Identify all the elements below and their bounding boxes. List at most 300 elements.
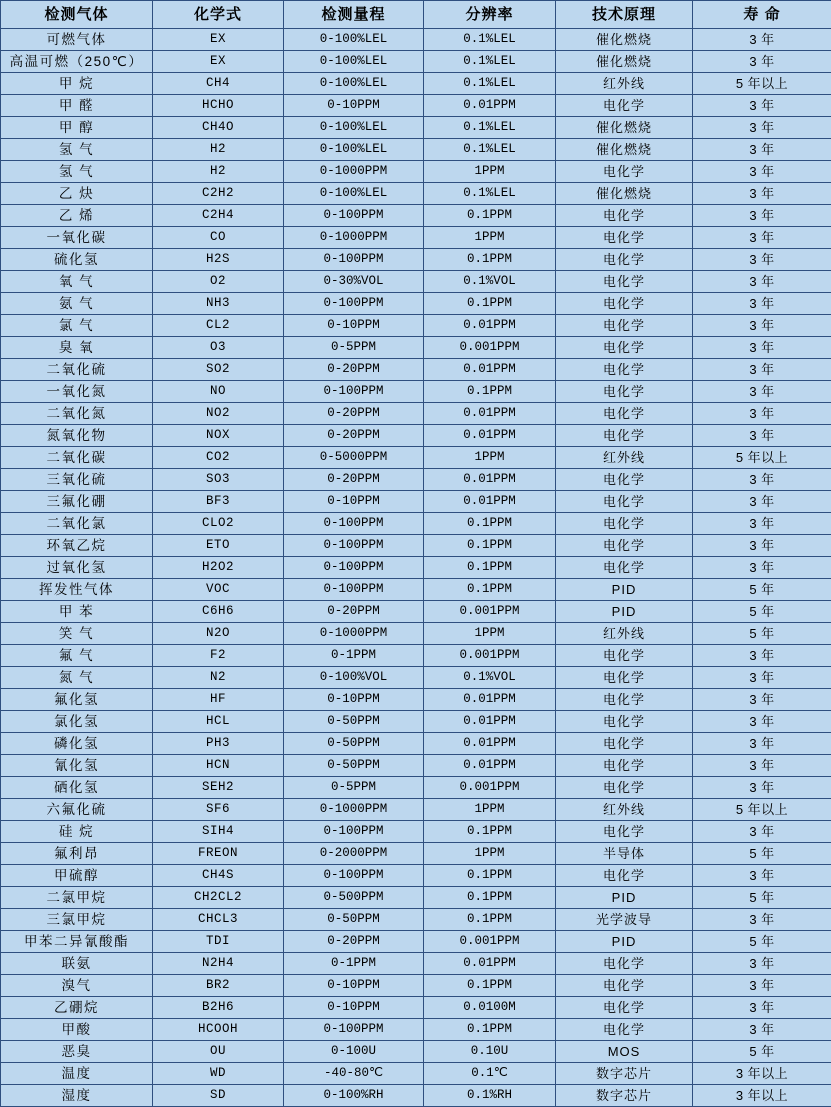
cell-formula: C2H2 — [153, 183, 284, 205]
cell-formula: HCOOH — [153, 1019, 284, 1041]
cell-lifetime: 3 年 — [693, 821, 831, 843]
cell-range: 0-20PPM — [284, 425, 424, 447]
cell-formula: CHCL3 — [153, 909, 284, 931]
cell-range: 0-50PPM — [284, 909, 424, 931]
cell-lifetime: 5 年以上 — [693, 447, 831, 469]
cell-gas: 三氯甲烷 — [1, 909, 153, 931]
cell-lifetime: 3 年 — [693, 777, 831, 799]
cell-resolution: 0.001PPM — [424, 337, 556, 359]
cell-formula: CO2 — [153, 447, 284, 469]
cell-principle: 电化学 — [556, 1019, 693, 1041]
cell-gas: 笑 气 — [1, 623, 153, 645]
cell-range: 0-50PPM — [284, 711, 424, 733]
cell-range: 0-100PPM — [284, 381, 424, 403]
cell-formula: H2S — [153, 249, 284, 271]
table-row — [1, 975, 831, 997]
cell-formula: NH3 — [153, 293, 284, 315]
cell-formula: SO2 — [153, 359, 284, 381]
cell-range: 0-100PPM — [284, 865, 424, 887]
cell-principle: 电化学 — [556, 777, 693, 799]
cell-range: 0-500PPM — [284, 887, 424, 909]
cell-formula: O3 — [153, 337, 284, 359]
cell-principle: 电化学 — [556, 953, 693, 975]
cell-principle: 数字芯片 — [556, 1063, 693, 1085]
table-row — [1, 1063, 831, 1085]
table-row — [1, 73, 831, 95]
cell-principle: 电化学 — [556, 161, 693, 183]
cell-range: 0-50PPM — [284, 733, 424, 755]
table-row — [1, 51, 831, 73]
table-row — [1, 29, 831, 51]
cell-gas: 二氧化碳 — [1, 447, 153, 469]
cell-gas: 乙硼烷 — [1, 997, 153, 1019]
cell-gas: 湿度 — [1, 1085, 153, 1107]
column-header-gas: 检测气体 — [1, 1, 153, 29]
cell-resolution: 0.1PPM — [424, 557, 556, 579]
cell-resolution: 0.1%VOL — [424, 667, 556, 689]
cell-range: 0-100%LEL — [284, 139, 424, 161]
table-row — [1, 1019, 831, 1041]
cell-resolution: 0.1PPM — [424, 1019, 556, 1041]
cell-resolution: 0.1PPM — [424, 975, 556, 997]
cell-resolution: 0.01PPM — [424, 425, 556, 447]
cell-range: 0-100PPM — [284, 249, 424, 271]
table-row — [1, 161, 831, 183]
cell-lifetime: 3 年 — [693, 645, 831, 667]
cell-formula: EX — [153, 29, 284, 51]
cell-lifetime: 3 年 — [693, 711, 831, 733]
cell-resolution: 0.1PPM — [424, 249, 556, 271]
cell-range: 0-100%RH — [284, 1085, 424, 1107]
cell-principle: 电化学 — [556, 733, 693, 755]
cell-lifetime: 3 年 — [693, 425, 831, 447]
cell-formula: SD — [153, 1085, 284, 1107]
column-header-resolution: 分辨率 — [424, 1, 556, 29]
cell-principle: 红外线 — [556, 799, 693, 821]
table-header — [1, 1, 831, 29]
cell-gas: 硒化氢 — [1, 777, 153, 799]
cell-formula: CH4S — [153, 865, 284, 887]
cell-gas: 一氧化碳 — [1, 227, 153, 249]
cell-resolution: 0.1%LEL — [424, 139, 556, 161]
cell-formula: C2H4 — [153, 205, 284, 227]
cell-lifetime: 3 年 — [693, 733, 831, 755]
cell-resolution: 0.1%VOL — [424, 271, 556, 293]
cell-principle: 电化学 — [556, 997, 693, 1019]
cell-resolution: 0.1PPM — [424, 535, 556, 557]
table-row — [1, 447, 831, 469]
cell-gas: 甲苯二异氰酸酯 — [1, 931, 153, 953]
cell-principle: 电化学 — [556, 821, 693, 843]
cell-range: 0-100PPM — [284, 1019, 424, 1041]
cell-gas: 过氧化氢 — [1, 557, 153, 579]
table-row — [1, 799, 831, 821]
cell-range: 0-5PPM — [284, 777, 424, 799]
cell-lifetime: 3 年 — [693, 205, 831, 227]
cell-principle: 电化学 — [556, 293, 693, 315]
table-row — [1, 513, 831, 535]
cell-principle: 电化学 — [556, 337, 693, 359]
cell-resolution: 0.1PPM — [424, 821, 556, 843]
cell-lifetime: 3 年 — [693, 689, 831, 711]
cell-lifetime: 3 年 — [693, 975, 831, 997]
cell-resolution: 0.01PPM — [424, 689, 556, 711]
cell-lifetime: 3 年 — [693, 293, 831, 315]
cell-lifetime: 3 年 — [693, 403, 831, 425]
cell-formula: BR2 — [153, 975, 284, 997]
cell-gas: 氯 气 — [1, 315, 153, 337]
cell-gas: 高温可燃（250℃） — [1, 51, 153, 73]
cell-resolution: 0.001PPM — [424, 777, 556, 799]
cell-resolution: 0.1PPM — [424, 513, 556, 535]
cell-lifetime: 3 年 — [693, 359, 831, 381]
cell-lifetime: 5 年 — [693, 931, 831, 953]
cell-gas: 二氧化氮 — [1, 403, 153, 425]
table-row — [1, 205, 831, 227]
table-row — [1, 271, 831, 293]
table-row — [1, 403, 831, 425]
table-row — [1, 249, 831, 271]
cell-gas: 乙 烯 — [1, 205, 153, 227]
cell-formula: N2O — [153, 623, 284, 645]
cell-range: 0-100PPM — [284, 205, 424, 227]
column-header-formula: 化学式 — [153, 1, 284, 29]
cell-formula: EX — [153, 51, 284, 73]
cell-gas: 温度 — [1, 1063, 153, 1085]
cell-formula: VOC — [153, 579, 284, 601]
cell-range: 0-5000PPM — [284, 447, 424, 469]
cell-lifetime: 5 年 — [693, 1041, 831, 1063]
cell-principle: 电化学 — [556, 689, 693, 711]
cell-range: 0-100PPM — [284, 535, 424, 557]
cell-lifetime: 5 年以上 — [693, 799, 831, 821]
cell-principle: 电化学 — [556, 975, 693, 997]
cell-lifetime: 3 年 — [693, 51, 831, 73]
cell-lifetime: 3 年 — [693, 513, 831, 535]
cell-range: 0-100PPM — [284, 513, 424, 535]
cell-lifetime: 3 年 — [693, 271, 831, 293]
table-row — [1, 865, 831, 887]
cell-formula: B2H6 — [153, 997, 284, 1019]
cell-principle: 电化学 — [556, 205, 693, 227]
table-row — [1, 1085, 831, 1107]
cell-gas: 氢 气 — [1, 139, 153, 161]
cell-resolution: 1PPM — [424, 843, 556, 865]
cell-principle: PID — [556, 579, 693, 601]
cell-range: 0-1PPM — [284, 953, 424, 975]
cell-gas: 甲硫醇 — [1, 865, 153, 887]
cell-resolution: 0.10U — [424, 1041, 556, 1063]
cell-lifetime: 3 年 — [693, 315, 831, 337]
cell-lifetime: 3 年 — [693, 755, 831, 777]
cell-range: 0-50PPM — [284, 755, 424, 777]
cell-principle: PID — [556, 887, 693, 909]
table-row — [1, 117, 831, 139]
table-row — [1, 469, 831, 491]
cell-resolution: 1PPM — [424, 799, 556, 821]
cell-lifetime: 3 年 — [693, 909, 831, 931]
cell-formula: CH4O — [153, 117, 284, 139]
cell-range: 0-100%LEL — [284, 183, 424, 205]
cell-principle: 光学波导 — [556, 909, 693, 931]
cell-gas: 甲 醛 — [1, 95, 153, 117]
table-row — [1, 755, 831, 777]
table-row — [1, 359, 831, 381]
cell-lifetime: 5 年 — [693, 579, 831, 601]
cell-lifetime: 3 年 — [693, 557, 831, 579]
cell-principle: 电化学 — [556, 711, 693, 733]
cell-range: 0-20PPM — [284, 469, 424, 491]
cell-principle: 电化学 — [556, 557, 693, 579]
cell-gas: 氰化氢 — [1, 755, 153, 777]
cell-formula: HCHO — [153, 95, 284, 117]
cell-formula: NO — [153, 381, 284, 403]
cell-range: 0-20PPM — [284, 403, 424, 425]
table-body — [1, 29, 831, 1107]
table-row — [1, 95, 831, 117]
cell-formula: SEH2 — [153, 777, 284, 799]
cell-resolution: 0.01PPM — [424, 733, 556, 755]
cell-gas: 二氧化氯 — [1, 513, 153, 535]
cell-formula: WD — [153, 1063, 284, 1085]
cell-formula: H2 — [153, 139, 284, 161]
cell-resolution: 1PPM — [424, 623, 556, 645]
cell-lifetime: 3 年 — [693, 865, 831, 887]
cell-range: 0-30%VOL — [284, 271, 424, 293]
cell-principle: 电化学 — [556, 403, 693, 425]
cell-resolution: 0.1PPM — [424, 205, 556, 227]
cell-gas: 氟 气 — [1, 645, 153, 667]
cell-formula: BF3 — [153, 491, 284, 513]
cell-range: 0-1000PPM — [284, 799, 424, 821]
cell-formula: SIH4 — [153, 821, 284, 843]
cell-lifetime: 3 年 — [693, 139, 831, 161]
table-row — [1, 557, 831, 579]
cell-gas: 甲 烷 — [1, 73, 153, 95]
cell-resolution: 0.01PPM — [424, 491, 556, 513]
cell-gas: 甲 醇 — [1, 117, 153, 139]
cell-gas: 甲酸 — [1, 1019, 153, 1041]
table-row — [1, 139, 831, 161]
cell-resolution: 0.1℃ — [424, 1063, 556, 1085]
cell-resolution: 1PPM — [424, 447, 556, 469]
cell-lifetime: 3 年 — [693, 469, 831, 491]
cell-formula: HF — [153, 689, 284, 711]
cell-range: 0-100PPM — [284, 293, 424, 315]
cell-principle: 红外线 — [556, 447, 693, 469]
cell-formula: CLO2 — [153, 513, 284, 535]
cell-formula: CH2CL2 — [153, 887, 284, 909]
cell-lifetime: 3 年 — [693, 953, 831, 975]
table-row — [1, 183, 831, 205]
cell-resolution: 1PPM — [424, 161, 556, 183]
cell-resolution: 0.01PPM — [424, 403, 556, 425]
cell-resolution: 0.1PPM — [424, 381, 556, 403]
cell-range: 0-100PPM — [284, 557, 424, 579]
table-row — [1, 381, 831, 403]
cell-formula: TDI — [153, 931, 284, 953]
cell-formula: FREON — [153, 843, 284, 865]
cell-resolution: 0.1%LEL — [424, 183, 556, 205]
cell-lifetime: 3 年 — [693, 337, 831, 359]
cell-lifetime: 5 年以上 — [693, 73, 831, 95]
cell-lifetime: 3 年以上 — [693, 1085, 831, 1107]
cell-principle: 催化燃烧 — [556, 183, 693, 205]
cell-formula: CL2 — [153, 315, 284, 337]
table-row — [1, 293, 831, 315]
cell-gas: 硅 烷 — [1, 821, 153, 843]
cell-formula: CO — [153, 227, 284, 249]
cell-resolution: 0.01PPM — [424, 755, 556, 777]
cell-formula: N2H4 — [153, 953, 284, 975]
cell-principle: 电化学 — [556, 95, 693, 117]
cell-range: 0-20PPM — [284, 359, 424, 381]
cell-formula: H2 — [153, 161, 284, 183]
cell-gas: 三氧化硫 — [1, 469, 153, 491]
cell-range: 0-10PPM — [284, 689, 424, 711]
cell-gas: 二氯甲烷 — [1, 887, 153, 909]
cell-principle: 电化学 — [556, 469, 693, 491]
cell-resolution: 1PPM — [424, 227, 556, 249]
cell-resolution: 0.001PPM — [424, 645, 556, 667]
table-row — [1, 535, 831, 557]
cell-lifetime: 3 年 — [693, 491, 831, 513]
cell-lifetime: 3 年以上 — [693, 1063, 831, 1085]
cell-formula: H2O2 — [153, 557, 284, 579]
cell-principle: 电化学 — [556, 535, 693, 557]
cell-gas: 二氧化硫 — [1, 359, 153, 381]
cell-lifetime: 5 年 — [693, 601, 831, 623]
column-header-principle: 技术原理 — [556, 1, 693, 29]
table-row — [1, 909, 831, 931]
cell-principle: 电化学 — [556, 645, 693, 667]
cell-formula: HCN — [153, 755, 284, 777]
cell-range: 0-100%LEL — [284, 73, 424, 95]
cell-lifetime: 3 年 — [693, 381, 831, 403]
cell-resolution: 0.1PPM — [424, 293, 556, 315]
cell-resolution: 0.001PPM — [424, 601, 556, 623]
cell-lifetime: 5 年 — [693, 623, 831, 645]
cell-principle: PID — [556, 931, 693, 953]
cell-range: 0-100%VOL — [284, 667, 424, 689]
table-row — [1, 711, 831, 733]
cell-lifetime: 3 年 — [693, 161, 831, 183]
cell-gas: 乙 炔 — [1, 183, 153, 205]
cell-range: 0-100U — [284, 1041, 424, 1063]
table-row — [1, 227, 831, 249]
table-row — [1, 997, 831, 1019]
table-row — [1, 667, 831, 689]
cell-principle: 催化燃烧 — [556, 139, 693, 161]
cell-resolution: 0.1PPM — [424, 579, 556, 601]
cell-principle: 催化燃烧 — [556, 51, 693, 73]
cell-gas: 甲 苯 — [1, 601, 153, 623]
table-row — [1, 953, 831, 975]
cell-principle: 电化学 — [556, 865, 693, 887]
cell-range: 0-20PPM — [284, 931, 424, 953]
cell-lifetime: 3 年 — [693, 667, 831, 689]
cell-range: 0-1PPM — [284, 645, 424, 667]
cell-range: 0-100PPM — [284, 821, 424, 843]
table-row — [1, 689, 831, 711]
cell-gas: 一氧化氮 — [1, 381, 153, 403]
cell-resolution: 0.1PPM — [424, 865, 556, 887]
cell-formula: NOX — [153, 425, 284, 447]
cell-resolution: 0.1%LEL — [424, 73, 556, 95]
cell-range: 0-100%LEL — [284, 51, 424, 73]
cell-lifetime: 3 年 — [693, 1019, 831, 1041]
cell-range: 0-100PPM — [284, 579, 424, 601]
cell-lifetime: 3 年 — [693, 183, 831, 205]
cell-principle: 红外线 — [556, 623, 693, 645]
cell-formula: NO2 — [153, 403, 284, 425]
cell-principle: 电化学 — [556, 425, 693, 447]
cell-lifetime: 3 年 — [693, 535, 831, 557]
cell-range: 0-10PPM — [284, 95, 424, 117]
column-header-range: 检测量程 — [284, 1, 424, 29]
cell-gas: 环氧乙烷 — [1, 535, 153, 557]
cell-resolution: 0.1%LEL — [424, 51, 556, 73]
cell-formula: CH4 — [153, 73, 284, 95]
cell-range: 0-100%LEL — [284, 117, 424, 139]
cell-principle: 电化学 — [556, 491, 693, 513]
cell-range: 0-10PPM — [284, 315, 424, 337]
cell-range: 0-1000PPM — [284, 227, 424, 249]
table-header-row — [1, 1, 831, 29]
cell-principle: 电化学 — [556, 359, 693, 381]
cell-principle: 电化学 — [556, 227, 693, 249]
cell-formula: C6H6 — [153, 601, 284, 623]
cell-principle: 红外线 — [556, 73, 693, 95]
table-row — [1, 425, 831, 447]
cell-gas: 六氟化硫 — [1, 799, 153, 821]
table-row — [1, 579, 831, 601]
cell-lifetime: 3 年 — [693, 117, 831, 139]
cell-gas: 三氟化硼 — [1, 491, 153, 513]
cell-lifetime: 5 年 — [693, 887, 831, 909]
cell-gas: 挥发性气体 — [1, 579, 153, 601]
cell-range: 0-100%LEL — [284, 29, 424, 51]
cell-formula: SO3 — [153, 469, 284, 491]
cell-lifetime: 3 年 — [693, 95, 831, 117]
cell-range: -40-80℃ — [284, 1063, 424, 1085]
cell-gas: 联氨 — [1, 953, 153, 975]
cell-gas: 氟化氢 — [1, 689, 153, 711]
cell-principle: 催化燃烧 — [556, 117, 693, 139]
cell-range: 0-10PPM — [284, 491, 424, 513]
cell-resolution: 0.1PPM — [424, 909, 556, 931]
cell-formula: OU — [153, 1041, 284, 1063]
cell-gas: 溴气 — [1, 975, 153, 997]
table-row — [1, 315, 831, 337]
cell-principle: 电化学 — [556, 249, 693, 271]
cell-gas: 磷化氢 — [1, 733, 153, 755]
cell-formula: ETO — [153, 535, 284, 557]
cell-principle: 电化学 — [556, 667, 693, 689]
cell-lifetime: 3 年 — [693, 227, 831, 249]
cell-formula: PH3 — [153, 733, 284, 755]
table-row — [1, 843, 831, 865]
cell-formula: F2 — [153, 645, 284, 667]
cell-range: 0-1000PPM — [284, 623, 424, 645]
cell-resolution: 0.01PPM — [424, 469, 556, 491]
cell-lifetime: 3 年 — [693, 29, 831, 51]
table-row — [1, 1041, 831, 1063]
table-row — [1, 337, 831, 359]
cell-resolution: 0.1PPM — [424, 887, 556, 909]
cell-gas: 氨 气 — [1, 293, 153, 315]
cell-gas: 氟利昂 — [1, 843, 153, 865]
